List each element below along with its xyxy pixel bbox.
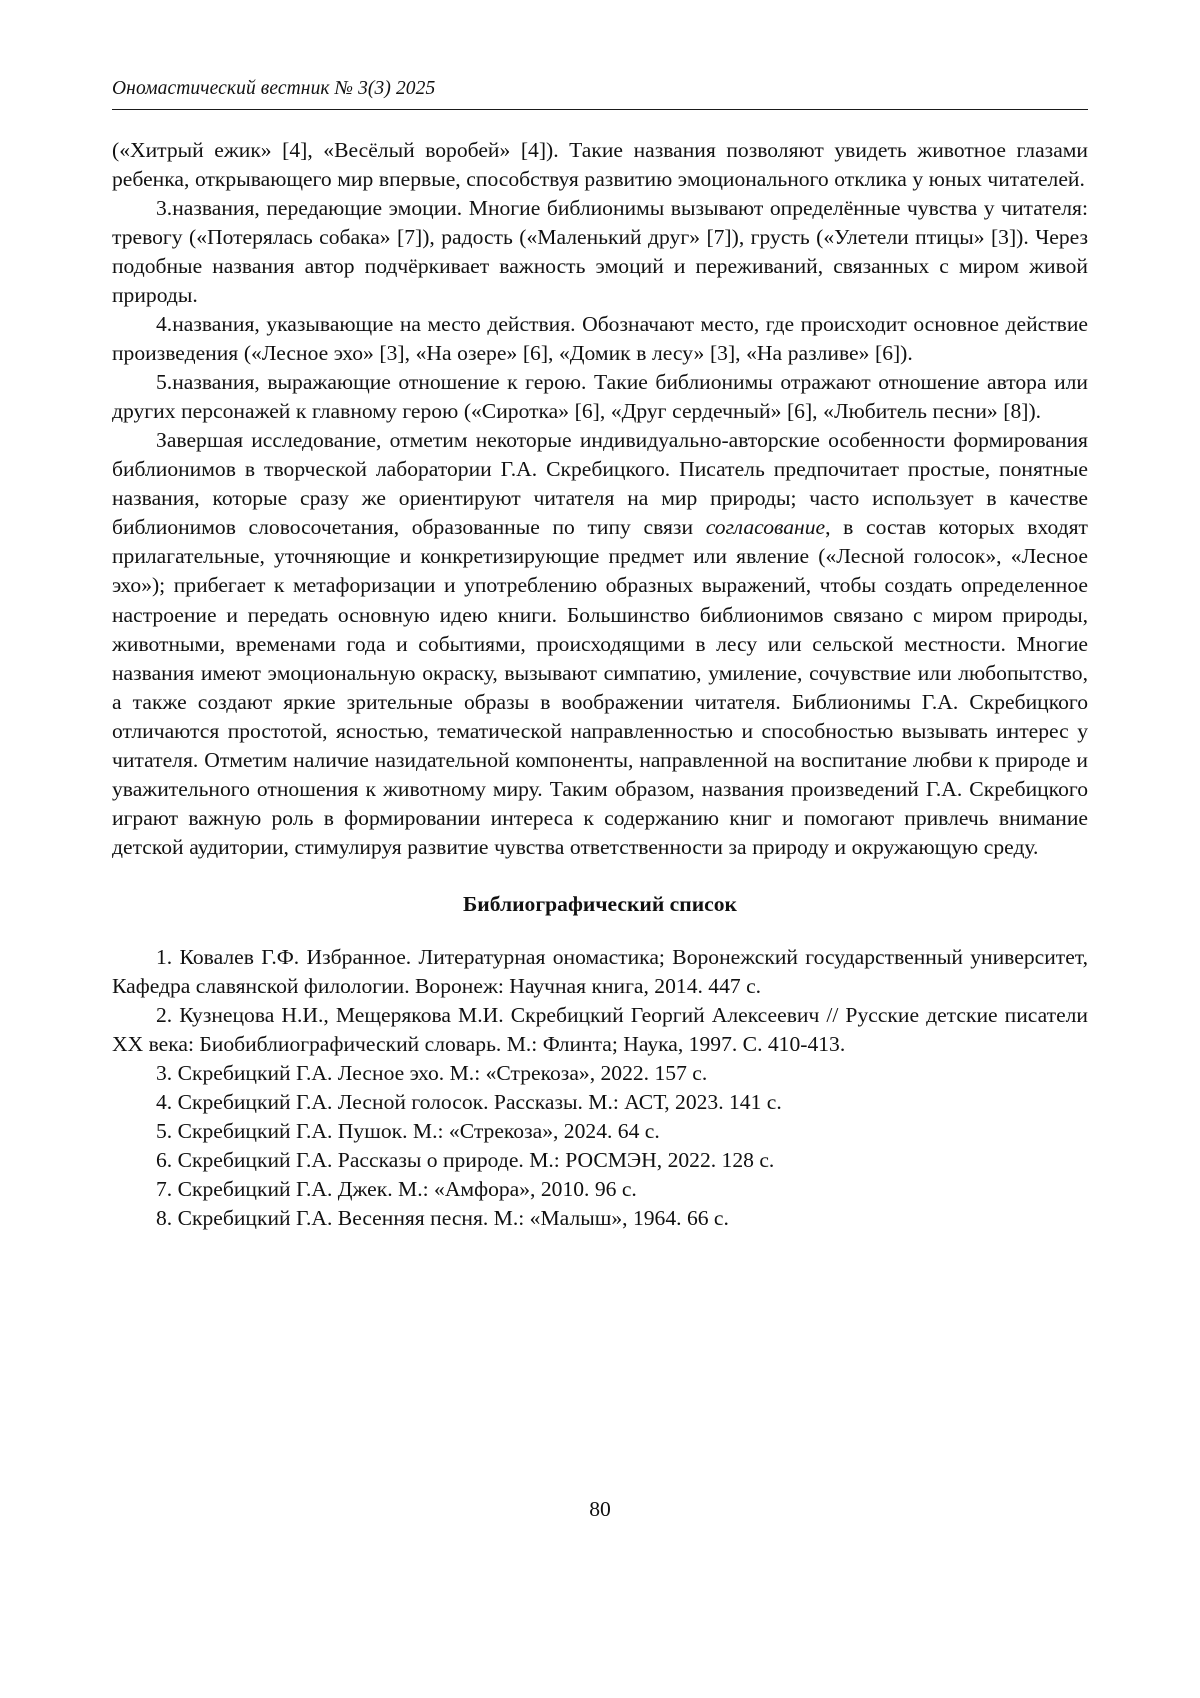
page-content (112, 78, 1088, 1233)
paragraph-item-5: 5.названия, выражающие отношение к герою. Такие библионимы отражают отношение автора или других персонажей к главному герою («Сиротка» [6], «Друг сердечный» [6], «Любитель песни» [8]). (112, 370, 1088, 424)
list-item: 7. Скребицкий Г.А. Джек. М.: «Амфора», 2010. 96 с. (156, 1177, 637, 1202)
list-item: 8. Скребицкий Г.А. Весенняя песня. М.: «Малыш», 1964. 66 с. (156, 1206, 729, 1231)
page-number: 80 (589, 1497, 611, 1521)
list-item: 3. Скребицкий Г.А. Лесное эхо. М.: «Стрекоза», 2022. 157 с. (156, 1060, 708, 1085)
running-head: Ономастический вестник № 3(3) 2025 (112, 78, 436, 99)
bibliography-heading: Библиографический список (463, 891, 737, 916)
list-item: 5. Скребицкий Г.А. Пушок. М.: «Стрекоза», 2024. 64 с. (156, 1118, 660, 1143)
bibliography-list (112, 943, 1088, 1233)
header-divider (112, 109, 1088, 110)
list-item: 2. Кузнецова Н.И., Мещерякова М.И. Скребицкий Георгий Алексеевич // Русские детские писатели XX века: Биобиблиографический словарь. М.: Флинта; Наука, 1997. С. 410-413. (112, 1002, 1088, 1056)
paragraph-item-3: 3.названия, передающие эмоции. Многие библионимы вызывают определённые чувства у читателя: тревогу («Потерялась собака» [7]), радость («Маленький друг» [7]), грусть («Улетели птицы» [3]). Через подобные названия автор подчёркивает важность эмоций и переживаний, связанных с миром живой природы. (112, 196, 1088, 308)
paragraph-continuation: («Хитрый ежик» [4], «Весёлый воробей» [4]). Такие названия позволяют увидеть животное глазами ребенка, открывающего мир впервые, способствуя развитию эмоционального отклика у юных читателей. (112, 138, 1088, 192)
conclusion-term-italic: согласование (705, 515, 826, 540)
list-item: 6. Скребицкий Г.А. Рассказы о природе. М.: РОСМЭН, 2022. 128 с. (156, 1148, 775, 1172)
paragraph-conclusion (112, 426, 1088, 861)
conclusion-text-part-1: Завершая исследование, отметим некоторые индивидуально-авторские особенности формирования библионимов в творческой лаборатории Г.А. Скребицкого. Писатель предпочитает простые, понятные названия, которые сразу же ориентируют читателя на мир природы; часто использует в качестве библионимов словосочетания, образованные по типу связи (112, 428, 1088, 540)
paragraph-item-4: 4.названия, указывающие на место действия. Обозначают место, где происходит основное действие произведения («Лесное эхо» [3], «На озере» [6], «Домик в лесу» [3], «На разливе» [6]). (112, 312, 1088, 366)
list-item: 4. Скребицкий Г.А. Лесной голосок. Рассказы. М.: АСТ, 2023. 141 с. (156, 1089, 782, 1114)
list-item: 1. Ковалев Г.Ф. Избранное. Литературная ономастика; Воронежский государственный университет, Кафедра славянской филологии. Воронеж: Научная книга, 2014. 447 с. (112, 944, 1088, 998)
conclusion-text-part-2: , в состав которых входят прилагательные, уточняющие и конкретизирующие предмет или явление («Лесной голосок», «Лесное эхо»); прибегает к метафоризации и употреблению образных выражений, чтобы создать определенное настроение и передать основную идею книги. Большинство библионимов связано с миром природы, животными, временами года и событиями, происходящими в лесу или сельской местности. Многие названия имеют эмоциональную окраску, вызывают симпатию, умиление, сочувствие или любопытство, а также создают яркие зрительные образы в воображении читателя. Библионимы Г.А. Скребицкого отличаются простотой, ясностью, тематической направленностью и способностью вызывать интерес у читателя. Отметим наличие назидательной компоненты, направленной на воспитание любви к природе и уважительного отношения к животному миру. Таким образом, названия произведений Г.А. Скребицкого играют важную роль в формировании интереса к содержанию книг и помогают привлечь внимание детской аудитории, стимулируя развитие чувства ответственности за природу и окружающую среду. (112, 515, 1088, 859)
